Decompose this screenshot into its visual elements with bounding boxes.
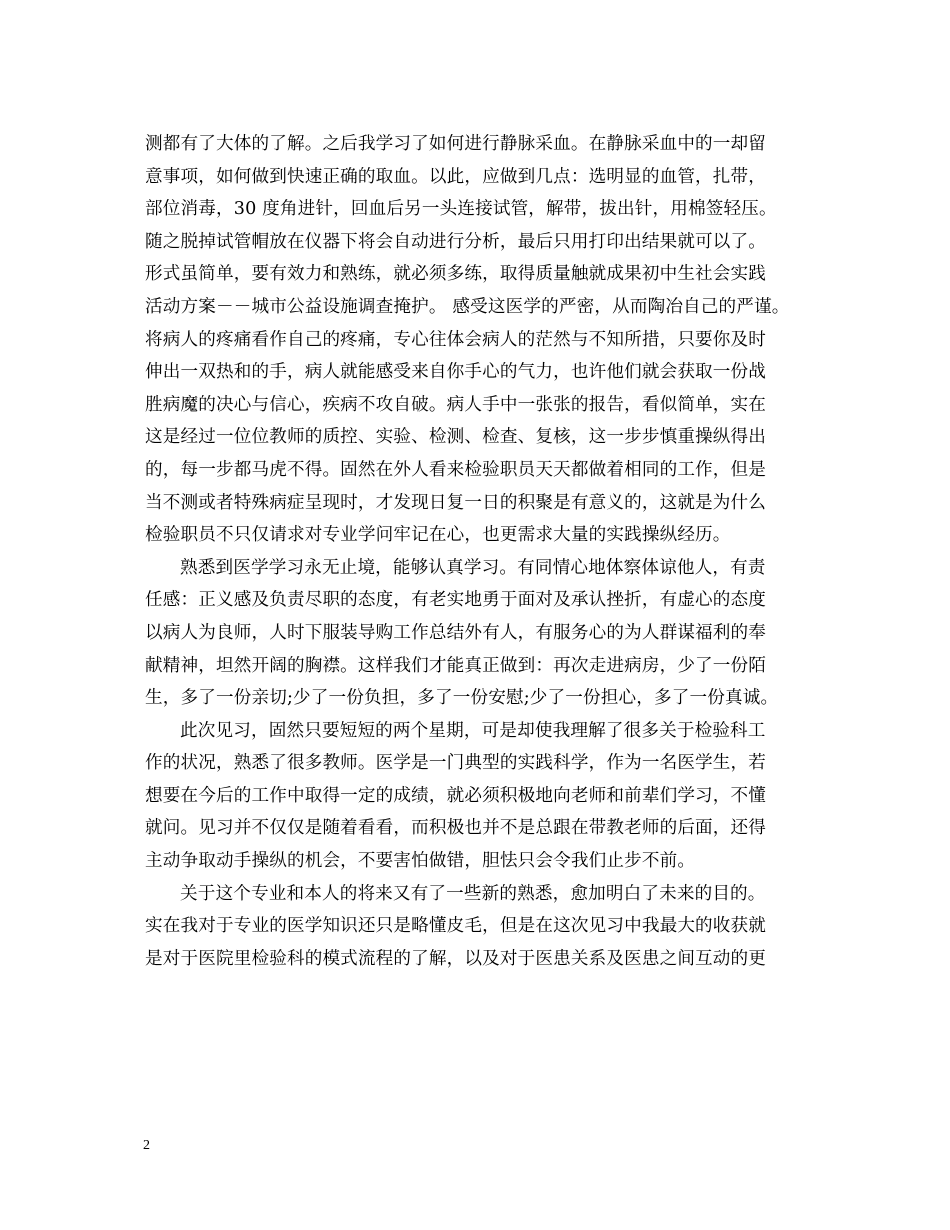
- text-line: 主动争取动手操纵的机会，不要害怕做错，胆怯只会令我们止步不前。: [145, 851, 696, 872]
- text-line: 伸出一双热和的手，病人就能感受来自你手心的气力，也许他们就会获取一份战: [145, 362, 767, 383]
- text-line: 生，多了一份亲切;少了一份负担，多了一份安慰;少了一份担心，多了一份真诚。: [145, 688, 779, 709]
- page-number: 2: [143, 1138, 150, 1153]
- text-line: 活动方案－－城市公益设施调查掩护。 感受这医学的严密，从而陶冶自己的严谨。: [145, 296, 790, 317]
- text-line: 就问。见习并不仅仅是随着看看，而积极也并不是总跟在带教老师的后面，还得: [145, 818, 767, 839]
- text-line: 部位消毒，30 度角进针，回血后另一头连接试管，解带，拔出针，用棉签轻压。: [145, 199, 777, 220]
- text-line: 检验职员不只仅请求对专业学问牢记在心，也更需求大量的实践操纵经历。: [145, 525, 731, 546]
- text-line: 关于这个专业和本人的将来又有了一些新的熟悉，愈加明白了未来的目的。: [180, 883, 766, 904]
- text-line: 测都有了大体的了解。之后我学习了如何进行静脉采血。在静脉采血中的一却留: [145, 134, 767, 154]
- text-line: 任感：正义感及负责尽职的态度，有老实地勇于面对及承认挫折，有虚心的态度: [145, 590, 767, 611]
- text-line: 意事项，如何做到快速正确的取血。以此，应做到几点：选明显的血管，扎带，: [145, 166, 767, 187]
- text-line: 熟悉到医学学习永无止境，能够认真学习。有同情心地体察体谅他人，有责: [180, 557, 766, 578]
- text-line: 是对于医院里检验科的模式流程的了解，以及对于医患关系及医患之间互动的更: [145, 948, 767, 969]
- text-line: 当不测或者特殊病症呈现时，才发现日复一日的积聚是有意义的，这就是为什么: [145, 492, 767, 513]
- text-line: 形式虽简单，要有效力和熟练，就必须多练，取得质量触就成果初中生社会实践: [145, 264, 767, 285]
- body-text: [145, 128, 825, 975]
- text-line: 作的状况，熟悉了很多教师。医学是一门典型的实践科学，作为一名医学生，若: [145, 753, 767, 774]
- text-line: 此次见习，固然只要短短的两个星期，可是却使我理解了很多关于检验科工: [180, 720, 766, 741]
- text-line: 想要在今后的工作中取得一定的成绩，就必须积极地向老师和前辈们学习，不懂: [145, 785, 767, 806]
- text-line: 这是经过一位位教师的质控、实验、检测、检查、复核，这一步步慎重操纵得出: [145, 427, 767, 448]
- text-line: 实在我对于专业的医学知识还只是略懂皮毛，但是在这次见习中我最大的收获就: [145, 916, 767, 937]
- text-line: 献精神，坦然开阔的胸襟。这样我们才能真正做到：再次走进病房，少了一份陌: [145, 655, 767, 676]
- text-line: 的，每一步都马虎不得。固然在外人看来检验职员天天都做着相同的工作，但是: [145, 459, 767, 480]
- text-line: 将病人的疼痛看作自己的疼痛，专心往体会病人的茫然与不知所措，只要你及时: [145, 329, 767, 350]
- text-line: 随之脱掉试管帽放在仪器下将会自动进行分析，最后只用打印出结果就可以了。: [145, 231, 767, 252]
- text-line: 以病人为良师，人时下服装导购工作总结外有人，有服务心的为人群谋福利的奉: [145, 622, 767, 643]
- text-line: 胜病魔的决心与信心，疾病不攻自破。病人手中一张张的报告，看似简单，实在: [145, 394, 767, 415]
